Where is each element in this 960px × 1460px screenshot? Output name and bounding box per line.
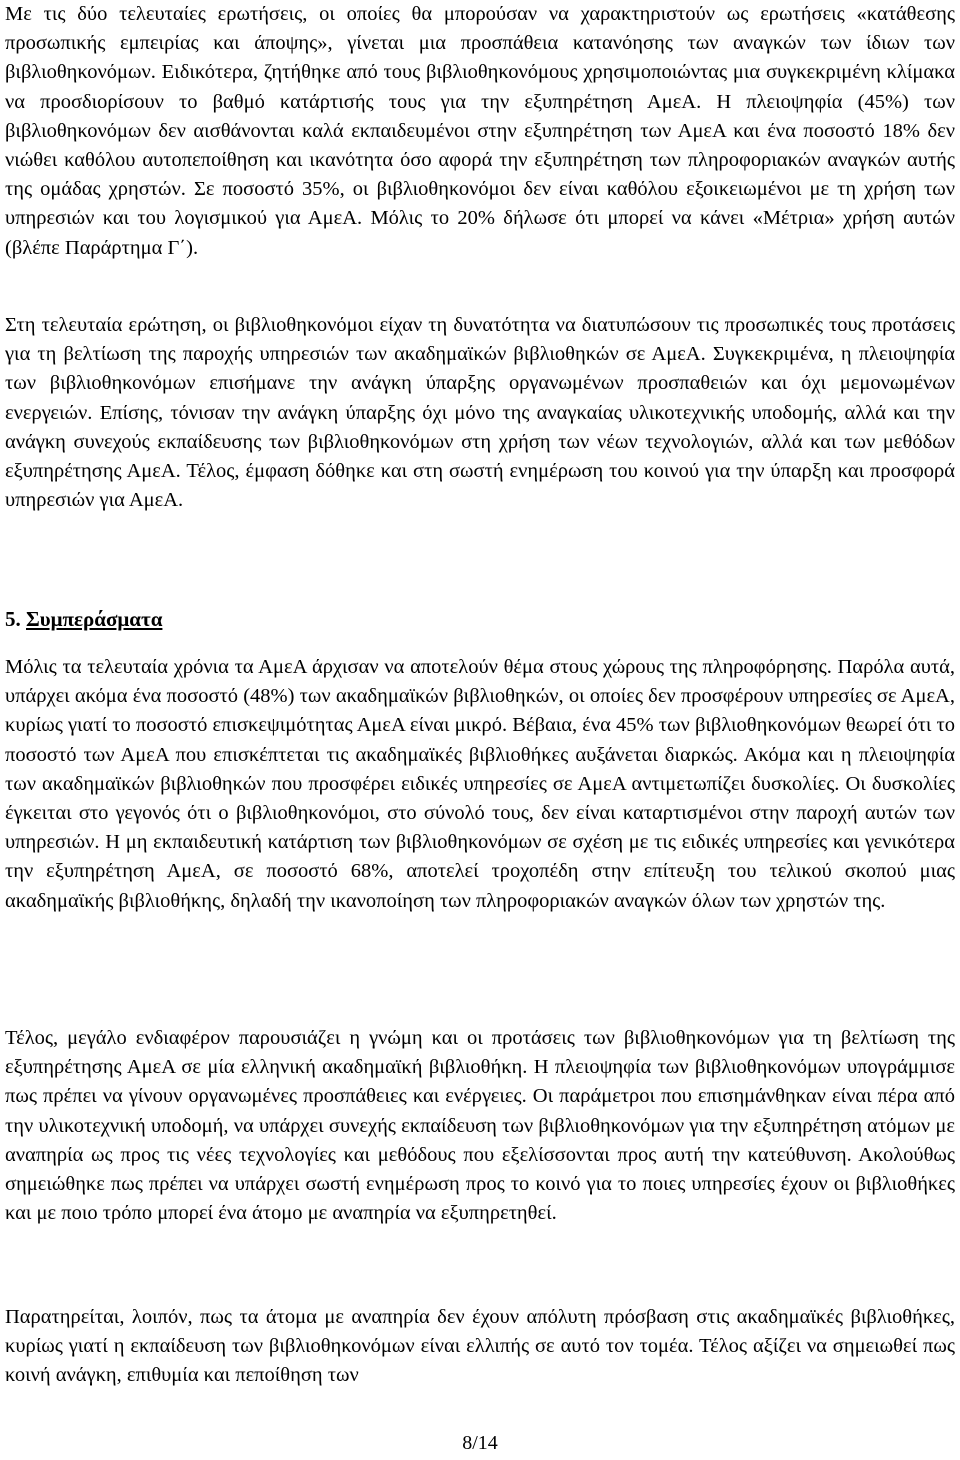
section-number: 5. <box>5 607 21 631</box>
paragraph-librarian-proposals: Στη τελευταία ερώτηση, οι βιβλιοθηκονόμοι είχαν τη δυνατότητα να διατυπώσουν τις προσωπικές τους προτάσεις για τη βελτίωση της παροχής υπηρεσιών των ακαδημαϊκών βιβλιοθηκών σε ΑμεΑ. Συγκεκριμένα, η πλειοψηφία των βιβλιοθηκονόμων επισήμανε την ανάγκη ύπαρξης οργανωμένων προσπαθειών και όχι μεμονωμένων ενεργειών. Επίσης, τόνισαν την ανάγκη ύπαρξης όχι μόνο της αναγκαίας υλικοτεχνικής υποδομής, αλλά και την ανάγκη συνεχούς εκπαίδευσης των βιβλιοθηκονόμων στη χρήση των νέων τεχνολογιών, αλλά και των μεθόδων εξυπηρέτησης ΑμεΑ. Τέλος, έμφαση δόθηκε και στη σωστή ενημέρωση του κοινού για την ύπαρξη και προσφορά υπηρεσιών για ΑμεΑ. <box>5 314 955 512</box>
page-number: 8/14 <box>462 1432 498 1454</box>
paragraph-conclusions-intro: Μόλις τα τελευταία χρόνια τα ΑμεΑ άρχισαν να αποτελούν θέμα στους χώρους της πληροφόρησης. Παρόλα αυτά, υπάρχει ακόμα ένα ποσοστό (48%) των ακαδημαϊκών βιβλιοθηκών, οι οποίες δεν προσφέρουν υπηρεσίες σε ΑμεΑ, κυρίως γιατί το ποσοστό επισκεψιμότητας ΑμεΑ είναι μικρό. Βέβαια, ένα 45% των βιβλιοθηκονόμων θεωρεί ότι το ποσοστό των ΑμεΑ που επισκέπτεται τις ακαδημαϊκές βιβλιοθήκες αυξάνεται διαρκώς. Ακόμα και η πλειοψηφία των ακαδημαϊκών βιβλιοθηκών που προσφέρει ειδικές υπηρεσίες σε ΑμεΑ αντιμετωπίζει δυσκολίες. Οι δυσκολίες έγκειται στο γεγονός ότι ο βιβλιοθηκονόμοι, στο σύνολό τους, δεν είναι καταρτισμένοι στην παροχή αυτών των υπηρεσιών. Η μη εκπαιδευτική κατάρτιση των βιβλιοθηκονόμων σε σχέση με τις ειδικές υπηρεσίες και γενικότερα την εξυπηρέτηση ΑμεΑ, σε ποσοστό 68%, αποτελεί τροχοπέδη στην επίτευξη του τελικού σκοπού μιας ακαδημαϊκής βιβλιοθήκης, δηλαδή την ικανοποίηση των πληροφοριακών αναγκών όλων των χρηστών της. <box>5 656 955 912</box>
paragraph-librarian-training: Με τις δύο τελευταίες ερωτήσεις, οι οποίες θα μπορούσαν να χαρακτηριστούν ως ερωτήσεις «κατάθεσης προσωπικής εμπειρίας και άποψης», γίνεται μια προσπάθεια κατανόησης των αναγκών των ίδιων των βιβλιοθηκονόμων. Ειδικότερα, ζητήθηκε από τους βιβλιοθηκονόμους χρησιμοποιώντας μια συγκεκριμένη κλίμακα να προσδιορίσουν το βαθμό κατάρτισής τους για την εξυπηρέτηση ΑμεΑ. Η πλειοψηφία (45%) των βιβλιοθηκονόμων δεν αισθάνονται καλά εκπαιδευμένοι στην εξυπηρέτηση των ΑμεΑ και ένα ποσοστό 18% δεν νιώθει καθόλου αυτοπεποίθηση και ικανότητα όσο αφορά την εξυπηρέτηση των πληροφοριακών αναγκών αυτής της ομάδας χρηστών. Σε ποσοστό 35%, οι βιβλιοθηκονόμοι δεν είναι καθόλου εξοικειωμένοι με τη χρήση των υπηρεσιών και του λογισμικού για ΑμεΑ. Μόλις το 20% δήλωσε ότι μπορεί να κάνει «Μέτρια» χρήση αυτών (βλέπε Παράρτημα Γ΄). <box>5 3 955 259</box>
paragraph-conclusions-access: Παρατηρείται, λοιπόν, πως τα άτομα με αναπηρία δεν έχουν απόλυτη πρόσβαση στις ακαδημαϊκές βιβλιοθήκες, κυρίως γιατί η εκπαίδευση των βιβλιοθηκονόμων είναι ελλιπής σε αυτό τον τομέα. Τέλος αξίζει να σημειωθεί πως κοινή ανάγκη, επιθυμία και πεποίθηση των <box>5 1306 955 1387</box>
paragraph-conclusions-proposals: Τέλος, μεγάλο ενδιαφέρον παρουσιάζει η γνώμη και οι προτάσεις των βιβλιοθηκονόμων για τη βελτίωση της εξυπηρέτησης ΑμεΑ σε μία ελληνική ακαδημαϊκή βιβλιοθήκη. Η πλειοψηφία των βιβλιοθηκονόμων υπογράμμισε πως πρέπει να γίνουν οργανωμένες προσπάθειες και ενέργειες. Οι παράμετροι που επισημάνθηκαν είναι πέρα από την υλικοτεχνική υποδομή, να υπάρχει συνεχής εκπαίδευση των βιβλιοθηκονόμων για την εξυπηρέτηση ατόμων με αναπηρία ως προς τις νέες τεχνολογίες και μεθόδους που εξελίσσονται προς αυτή την κατεύθυνση. Ακολούθως σημειώθηκε πως πρέπει να υπάρχει σωστή ενημέρωση προς το κοινό για το ποιες υπηρεσίες έχουν οι βιβλιοθήκες και με ποιο τρόπο μπορεί ένα άτομο με αναπηρία να εξυπηρετηθεί. <box>5 1027 955 1225</box>
section-heading <box>5 604 162 634</box>
section-title: Συμπεράσματα <box>26 607 163 631</box>
